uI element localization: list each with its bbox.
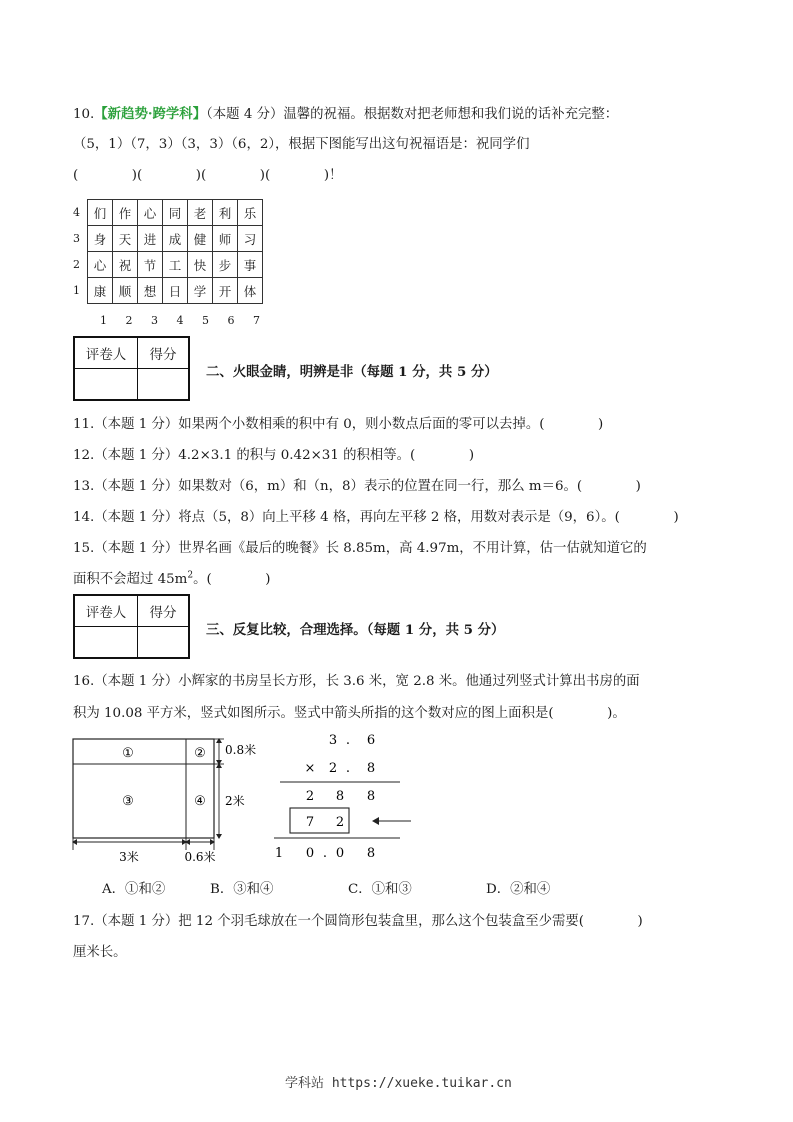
option-a[interactable]: A．①和②	[102, 882, 166, 897]
grid-cell: 成	[163, 226, 188, 252]
score-label-2: 得分	[138, 595, 190, 627]
q15-line2	[73, 568, 270, 587]
grid-column-label: 6	[227, 314, 235, 327]
score-label: 得分	[138, 337, 190, 369]
grid-cell: 身	[88, 226, 113, 252]
grid-cell: 步	[213, 252, 238, 278]
width-label-2: 0.6米	[184, 850, 216, 864]
q15-line2-text: 面积不会超过 45m	[73, 572, 188, 587]
grid-row-label: 1	[73, 284, 80, 297]
q15-superscript: 2	[187, 570, 194, 581]
q15-blank: 。( )	[193, 572, 271, 587]
grid-column-label: 1	[100, 314, 107, 327]
grid-cell: 心	[138, 200, 163, 226]
q10-number: 10.	[73, 107, 95, 122]
calc-b-0: 2	[328, 761, 338, 776]
vertical-multiplication	[266, 728, 426, 866]
score-field[interactable]	[138, 369, 190, 401]
grid-cell: 顺	[113, 278, 138, 304]
calc-result-3: 0	[335, 846, 345, 861]
grid-cell: 快	[188, 252, 213, 278]
q10-line1	[73, 103, 618, 122]
calc-a-0: 3	[328, 733, 338, 748]
grid-cell: 心	[88, 252, 113, 278]
calc-result-0: 1	[274, 846, 284, 861]
region-1-label: ①	[122, 746, 134, 761]
reviewer-label: 评卷人	[74, 337, 138, 369]
grid-cell: 祝	[113, 252, 138, 278]
calc-p1-0: 2	[305, 789, 315, 804]
grid-column-label: 2	[125, 314, 133, 327]
q10-answer-blanks: ( )( )( )( )！	[73, 168, 343, 183]
grid-cell: 老	[188, 200, 213, 226]
calc-a-1: .	[345, 733, 351, 748]
q12: 12.（本题 1 分）4.2×3.1 的积与 0.42×31 的积相等。( )	[73, 448, 475, 463]
q15-line1: 15.（本题 1 分）世界名画《最后的晚餐》长 8.85m，高 4.97m，不用计算，估一估就知道它的	[73, 541, 647, 556]
calc-p2-0: 7	[305, 815, 315, 830]
footer-watermark: 学科站 https://xueke.tuikar.cn	[285, 1076, 512, 1091]
q17-line2: 厘米长。	[73, 945, 127, 960]
grid-row-label: 4	[73, 206, 80, 219]
grid-row	[73, 252, 263, 278]
reviewer-field-2[interactable]	[74, 627, 138, 659]
calc-a-2: 6	[366, 733, 376, 748]
calc-result-4: 8	[366, 846, 376, 861]
q10-tag: 【新趋势·跨学科】	[94, 106, 207, 122]
character-grid	[73, 199, 263, 304]
grid-cell: 工	[163, 252, 188, 278]
calc-p1-1: 8	[335, 789, 345, 804]
calc-result-1: 0	[305, 846, 315, 861]
section-3-title: 三、反复比较，合理选择。（每题 1 分，共 5 分）	[206, 622, 505, 638]
grid-column-label: 7	[253, 314, 260, 327]
score-box-2	[73, 594, 190, 659]
calc-b-2: 8	[366, 761, 376, 776]
grid-cell: 学	[188, 278, 213, 304]
q10-line2: （5，1）（7，3）（3，3）（6，2），根据下图能写出这句祝福语是：祝同学们	[73, 137, 530, 152]
grid-column-label: 4	[176, 314, 184, 327]
height-label-1: 0.8米	[225, 743, 257, 757]
q11: 11.（本题 1 分）如果两个小数相乘的积中有 0，则小数点后面的零可以去掉。( )	[73, 417, 604, 432]
grid-cell: 们	[88, 200, 113, 226]
score-box-1	[73, 336, 190, 401]
grid-cell: 作	[113, 200, 138, 226]
grid-row	[73, 278, 263, 304]
reviewer-label-2: 评卷人	[74, 595, 138, 627]
region-2-label: ②	[194, 746, 206, 761]
grid-row	[73, 200, 263, 226]
calc-p2-1: 2	[335, 815, 345, 830]
grid-cell: 节	[138, 252, 163, 278]
grid-cell: 事	[238, 252, 263, 278]
grid-row	[73, 226, 263, 252]
calc-p1-2: 8	[366, 789, 376, 804]
q17-line1: 17.（本题 1 分）把 12 个羽毛球放在一个圆筒形包装盒里，那么这个包装盒至少需要( )	[73, 914, 643, 929]
room-area-figure	[66, 730, 257, 870]
calc-times: ×	[304, 761, 316, 776]
grid-cell: 健	[188, 226, 213, 252]
q14: 14.（本题 1 分）将点（5，8）向上平移 4 格，再向左平移 2 格，用数对表示是（9，6）。( )	[73, 510, 679, 525]
width-label-1: 3米	[119, 850, 139, 864]
score-field-2[interactable]	[138, 627, 190, 659]
q13: 13.（本题 1 分）如果数对（6，m）和（n，8）表示的位置在同一行，那么 m＝6。( )	[73, 479, 641, 494]
calc-b-1: .	[345, 761, 351, 776]
grid-row-label: 3	[73, 232, 80, 245]
option-c[interactable]: C．①和③	[348, 882, 412, 897]
calc-result-2: .	[322, 846, 328, 861]
grid-cell: 习	[238, 226, 263, 252]
q16-line1: 16.（本题 1 分）小辉家的书房呈长方形，长 3.6 米，宽 2.8 米。他通过列竖式计算出书房的面	[73, 674, 640, 689]
grid-cell: 开	[213, 278, 238, 304]
q16-line2: 积为 10.08 平方米，竖式如图所示。竖式中箭头所指的这个数对应的图上面积是( )。	[73, 706, 626, 721]
region-4-label: ④	[194, 794, 206, 809]
region-3-label: ③	[122, 794, 134, 809]
grid-column-label: 3	[151, 314, 158, 327]
grid-column-label: 5	[202, 314, 209, 327]
grid-row-label: 2	[73, 258, 80, 271]
reviewer-field[interactable]	[74, 369, 138, 401]
grid-cell: 同	[163, 200, 188, 226]
grid-cell: 天	[113, 226, 138, 252]
q10-text: （本题 4 分）温馨的祝福。根据数对把老师想和我们说的话补充完整：	[206, 107, 619, 122]
grid-cell: 利	[213, 200, 238, 226]
option-b[interactable]: B．③和④	[210, 882, 274, 897]
option-d[interactable]: D．②和④	[486, 882, 551, 897]
section-2-title: 二、火眼金睛，明辨是非（每题 1 分，共 5 分）	[206, 364, 498, 380]
grid-cell: 进	[138, 226, 163, 252]
grid-cell: 康	[88, 278, 113, 304]
grid-cell: 想	[138, 278, 163, 304]
grid-cell: 日	[163, 278, 188, 304]
grid-cell: 乐	[238, 200, 263, 226]
grid-cell: 体	[238, 278, 263, 304]
grid-cell: 师	[213, 226, 238, 252]
height-label-2: 2米	[225, 794, 245, 808]
